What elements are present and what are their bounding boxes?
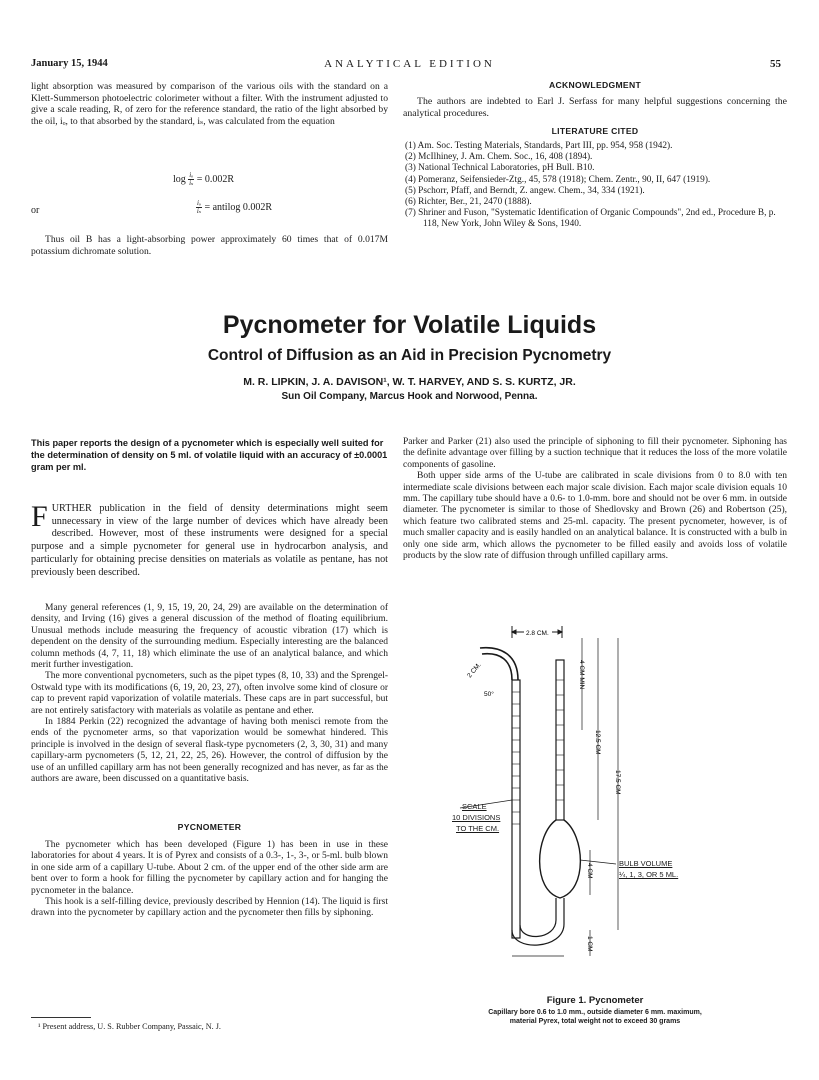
label-width: 2.8 CM. bbox=[526, 630, 549, 637]
label-4cm: 4 CM bbox=[586, 863, 593, 879]
eq2-rhs: = antilog 0.002R bbox=[204, 201, 273, 213]
top-left-column bbox=[31, 81, 388, 127]
paragraph-pycnometer: The pycnometer which has been developed (Figure 1) has been in use in these laboratories for about 4 years. It is of Pyrex and consists of a 0.3-, 1-, 3-, or 5-ml. bulb blown in one side arm of a capillary U-tube. About 2 cm. of the upper end of the other side arm are bent over to form a hook for filling the pycnometer by capillary action and for hanging the pycnometer in the balance. bbox=[31, 840, 388, 896]
eq2-or: or bbox=[31, 205, 40, 216]
intro-paragraph-wrap bbox=[31, 500, 388, 579]
literature-heading: LITERATURE CITED bbox=[551, 126, 639, 136]
equation-2 bbox=[196, 200, 272, 215]
label-50deg: 50° bbox=[484, 691, 494, 698]
equation-1 bbox=[173, 172, 234, 187]
paragraph-calibration: Both upper side arms of the U-tube are calibrated in scale divisions from 0 to 8.0 with ten intermediate scale divisions between each major scale division. Each major scale division equals 10 mm. The capillary tube should have a 0.6- to 1.0-mm. bore and should not be over 6 mm. in outside diameter. The pycnometer is similar to those of Shedlovsky and Brown (26) and Robertson (25), which feature two calibrated stems and 25-ml. capacity. The present pycnometer, however, is of much smaller capacity and is easily handled on an analytical balance. It is constructed with a bulb in only one side arm, which allows the pycnometer to be filled easily and avoids loss of volatile products by the slow rate of diffusion through unfilled capillary arms. bbox=[403, 471, 787, 562]
label-1cm: 1 CM bbox=[586, 936, 593, 952]
figure-pycnometer-drawing bbox=[440, 620, 740, 975]
reference-item: (5) Pschorr, Pfaff, and Berndt, Z. angew. Chem., 34, 334 (1921). bbox=[405, 185, 645, 196]
top-left-paragraph-2-wrap bbox=[31, 234, 388, 257]
scale-label-1: SCALE bbox=[462, 802, 487, 811]
page-number: 55 bbox=[770, 58, 781, 70]
scale-label-2: 10 DIVISIONS bbox=[452, 813, 501, 822]
paragraph-siphoning: Parker and Parker (21) also used the principle of siphoning to fill their pycnometer. Siphoning has the definite advantage over filling by a suction technique that it reduces the loss of the more volatile components of gasoline. bbox=[403, 437, 787, 470]
intro-paragraph: URTHER publication in the field of density determinations might seem unnecessary in view of the large number of devices which have already been described. However, most of these instruments were designed for a special purpose and a simple pycnometer for general use in hydrocarbon analysis, and particularly for obtaining precise densities on materials as volatile as pentane, has not previously been described. bbox=[31, 503, 388, 578]
acknowledgment-text-wrap bbox=[403, 96, 787, 119]
pycnometer-heading: PYCNOMETER bbox=[177, 822, 242, 832]
acknowledgment-heading: ACKNOWLEDGMENT bbox=[548, 80, 642, 90]
reference-item: (4) Pomeranz, Seifensieder-Ztg., 45, 578 (1918); Chem. Zentr., 90, II, 647 (1919). bbox=[405, 174, 711, 185]
acknowledgment-text: The authors are indebted to Earl J. Serfass for many helpful suggestions concerning the analytical procedures. bbox=[403, 96, 787, 119]
top-left-paragraph-2: Thus oil B has a light-absorbing power approximately 60 times that of 0.017M potassium dichromate solution. bbox=[31, 234, 388, 257]
label-17-5cm: 17.5 CM bbox=[614, 770, 621, 795]
reference-item: (3) National Technical Laboratories, pH Bull. B10. bbox=[405, 163, 595, 174]
footnote: ¹ Present address, U. S. Rubber Company, Passaic, N. J. bbox=[38, 1022, 221, 1031]
reference-item: (2) McIlhiney, J. Am. Chem. Soc., 16, 408 (1894). bbox=[405, 152, 593, 163]
figure-caption-title: Figure 1. Pycnometer bbox=[546, 995, 644, 1006]
eq1-rhs: = 0.002R bbox=[196, 173, 235, 185]
abstract: This paper reports the design of a pycnometer which is especially well suited for the determination of density on 5 ml. of volatile liquid with an accuracy of ±0.0001 gram per ml. bbox=[31, 438, 388, 472]
paragraph-perkin: In 1884 Perkin (22) recognized the advantage of having both menisci remote from the ends of the pycnometer arms, so that vaporization would be somewhat hindered. This principle is involved in the design of several flask-type pycnometers (2, 3, 30, 31) and many capillary-arm pycnometers (5, 12, 21, 22, 25, 26). However, the control of diffusion by the use of an unfilled capillary arm has not been generally recognized and has never, as far as the authors are aware, been discussed on a quantitative basis. bbox=[31, 717, 388, 785]
journal-name: ANALYTICAL EDITION bbox=[324, 58, 495, 70]
bulb-label-1: BULB VOLUME bbox=[619, 859, 673, 868]
paragraph-conventional: The more conventional pycnometers, such as the pipet types (8, 10, 33) and the Sprengel-Ostwald type with its modifications (6, 19, 20, 23, 27), often involve some kind of closure or cap to prevent rapid vaporization of volatile materials. These caps are in part successful, but are not entirely satisfactory with materials as volatile as pentane and ether. bbox=[31, 671, 388, 716]
article-authors: M. R. LIPKIN, J. A. DAVISON¹, W. T. HARVEY, AND S. S. KURTZ, JR. bbox=[243, 376, 576, 388]
article-subtitle: Control of Diffusion as an Aid in Precision Pycnometry bbox=[207, 347, 612, 364]
article-title: Pycnometer for Volatile Liquids bbox=[222, 311, 597, 339]
drop-cap: F bbox=[31, 500, 48, 533]
paragraph-hook: This hook is a self-filling device, previously described by Hennion (14). The liquid is first drawn into the pycnometer by capillary action and the pycnometer then fills by siphoning. bbox=[31, 897, 388, 919]
scale-label-3: TO THE CM. bbox=[456, 824, 500, 833]
eq1-log: log bbox=[173, 173, 186, 185]
right-body bbox=[403, 437, 787, 562]
label-12-5cm: 12.5 CM bbox=[594, 730, 601, 755]
left-body bbox=[31, 603, 388, 786]
paragraph-references: Many general references (1, 9, 15, 19, 20, 24, 29) are available on the determination of density, and Irving (16) gives a general discussion of the method of floating equilibrium. Unusual methods include measuring the frequency of acoustic vibration (17) which is dependent on the density of the surrounding medium. Especially interesting are the balanced column methods (4, 7, 11, 18) which eliminate the use of an analytical balance, and which merit further investigation. bbox=[31, 603, 388, 671]
reference-item: (7) Shriner and Fuson, "Systematic Identification of Organic Compounds", 2nd ed., Procedure B, p. 118, New York, John Wiley & Sons, 1940. bbox=[405, 208, 776, 230]
reference-item: (1) Am. Soc. Testing Materials, Standards, Part III, pp. 954, 958 (1942). bbox=[405, 141, 673, 151]
eq2-denominator: iₛ bbox=[196, 207, 202, 215]
running-date: January 15, 1944 bbox=[31, 58, 108, 69]
eq1-numerator: iₒ bbox=[189, 171, 194, 179]
left-body-2 bbox=[31, 840, 388, 920]
figure-caption-line-2: material Pyrex, total weight not to exceed 30 grams bbox=[509, 1018, 681, 1025]
references-list bbox=[405, 141, 787, 231]
bulb-label-2: ¼, 1, 3, OR 5 ML. bbox=[619, 870, 679, 879]
article-affiliation: Sun Oil Company, Marcus Hook and Norwood, Penna. bbox=[281, 391, 538, 402]
footnote-rule bbox=[31, 1017, 91, 1018]
label-2cm: 2 CM. bbox=[466, 661, 483, 680]
label-4cm-min: 4 CM MIN bbox=[578, 660, 585, 690]
eq1-denominator: iₛ bbox=[189, 179, 194, 187]
top-left-paragraph-1: light absorption was measured by comparison of the various oils with the standard on a Klett-Summerson photoelectric colorimeter without a filter. With the instrument adjusted to give a scale reading, R, of zero for the reference standard, the ratio of the light absorbed by the oil, iₒ, to that absorbed by the standard, iₛ, was calculated from the equation bbox=[31, 81, 388, 127]
reference-item: (6) Richter, Ber., 21, 2470 (1888). bbox=[405, 197, 532, 208]
figure-caption-line-1: Capillary bore 0.6 to 1.0 mm., outside diameter 6 mm. maximum, bbox=[488, 1009, 702, 1016]
eq2-numerator: iₒ bbox=[197, 199, 201, 207]
